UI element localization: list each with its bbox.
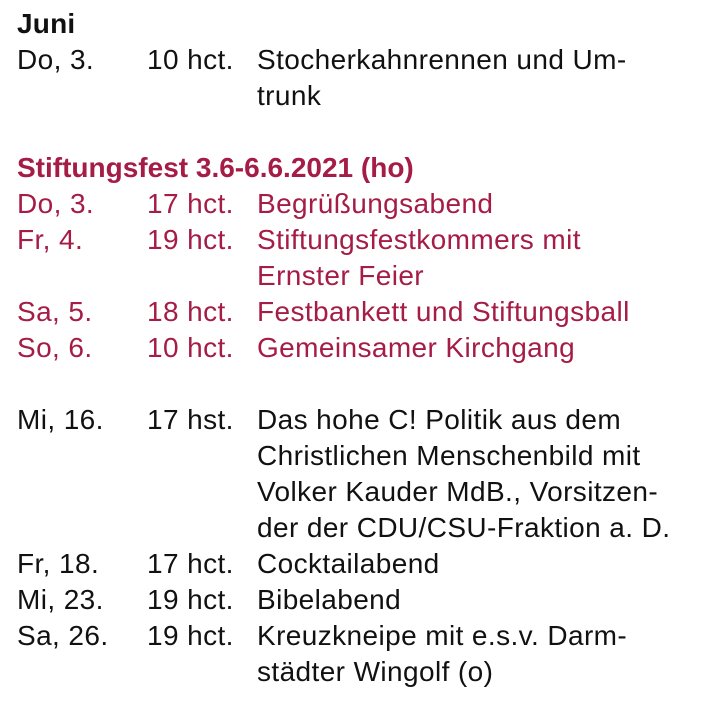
- event-description: Das hohe C! Politik aus dem Christlichen Menschenbild mit Volker Kauder MdB., Vorsitzen- der der CDU/CSU-Fraktion a. D.: [257, 404, 671, 543]
- event-time: 19 hct.: [147, 224, 234, 255]
- event-day: Fr, 18.: [17, 548, 100, 579]
- event-calendar-page: [17, 6, 712, 690]
- event-description: Gemeinsamer Kirchgang: [257, 332, 576, 363]
- month-heading: Juni: [17, 8, 76, 39]
- stiftungsfest-title: Stiftungsfest 3.6-6.6.2021 (ho): [17, 152, 414, 183]
- event-description: Stiftungsfestkommers mit Ernster Feier: [257, 224, 581, 291]
- event-day: Sa, 5.: [17, 296, 93, 327]
- event-time: 10 hct.: [147, 44, 234, 75]
- event-day: Mi, 16.: [17, 404, 104, 435]
- event-day: Do, 3.: [17, 44, 95, 75]
- event-description: Cocktailabend: [257, 548, 440, 579]
- event-day: Do, 3.: [17, 188, 95, 219]
- event-time: 10 hct.: [147, 332, 234, 363]
- event-row: [17, 222, 712, 294]
- event-description: Festbankett und Stiftungsball: [257, 296, 630, 327]
- event-day: Fr, 4.: [17, 224, 84, 255]
- event-time: 17 hct.: [147, 548, 234, 579]
- event-day: So, 6.: [17, 332, 93, 363]
- event-time: 17 hst.: [147, 404, 234, 435]
- event-row: [17, 42, 712, 114]
- section-spacer: [17, 366, 712, 402]
- event-description: Begrüßungsabend: [257, 188, 494, 219]
- event-day: Mi, 23.: [17, 584, 104, 615]
- event-row: [17, 546, 712, 582]
- event-row: [17, 618, 712, 690]
- event-time: 19 hct.: [147, 620, 234, 651]
- event-row: [17, 294, 712, 330]
- event-time: 19 hct.: [147, 584, 234, 615]
- event-row: [17, 330, 712, 366]
- event-day: Sa, 26.: [17, 620, 109, 651]
- event-time: 17 hct.: [147, 188, 234, 219]
- event-description: Stocherkahnrennen und Um- trunk: [257, 44, 627, 111]
- event-row: [17, 582, 712, 618]
- event-row: [17, 402, 712, 546]
- event-description: Kreuzkneipe mit e.s.v. Darm- städter Wingolf (o): [257, 620, 628, 687]
- section-spacer: [17, 114, 712, 150]
- event-row: [17, 186, 712, 222]
- event-time: 18 hct.: [147, 296, 234, 327]
- event-description: Bibelabend: [257, 584, 402, 615]
